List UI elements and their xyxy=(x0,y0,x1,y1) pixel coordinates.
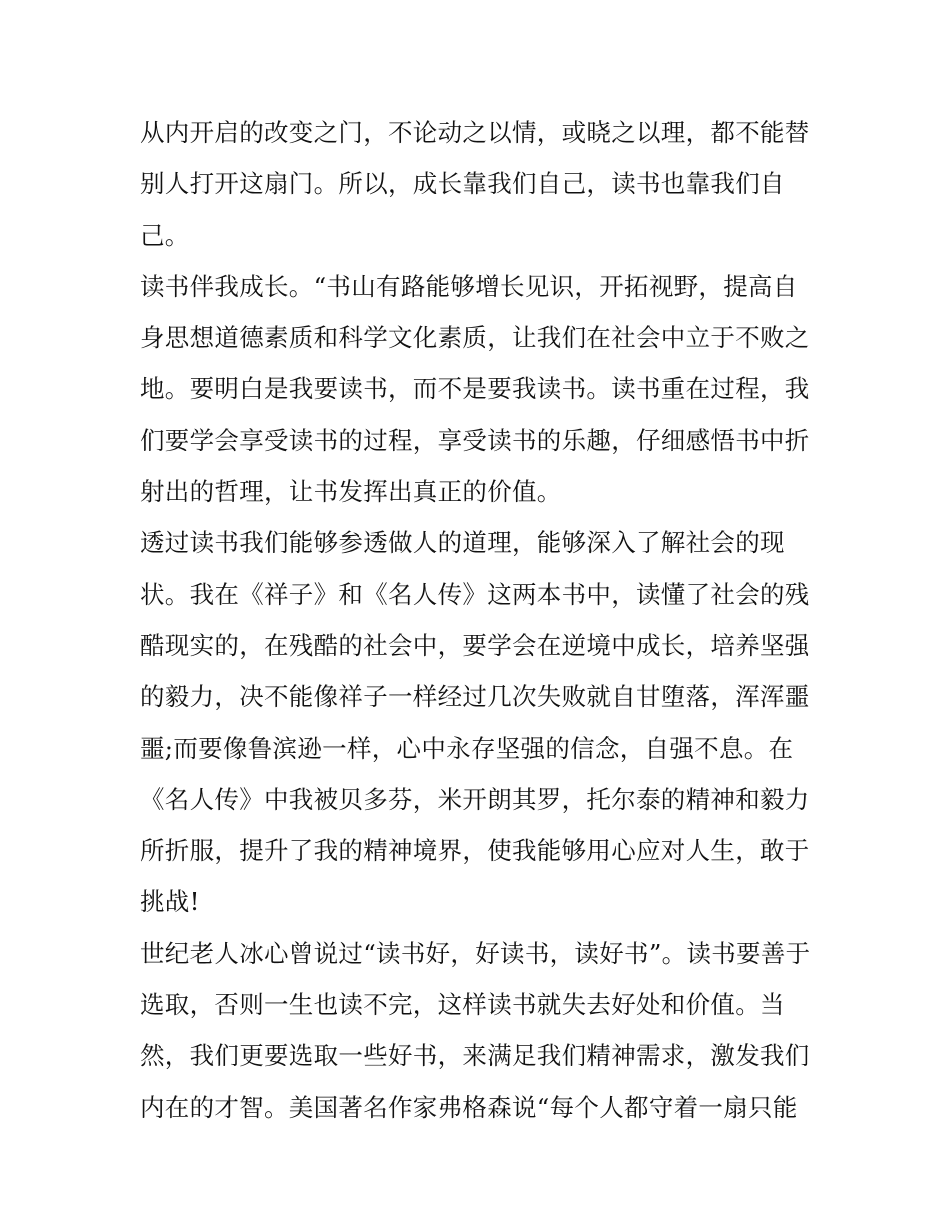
text-line: 身思想道德素质和科学文化素质，让我们在社会中立于不败之 xyxy=(140,323,810,353)
text-line: 然，我们更要选取一些好书，来满足我们精神需求，激发我们 xyxy=(140,1041,810,1071)
text-line: 透过读书我们能够参透做人的道理，能够深入了解社会的现 xyxy=(140,528,785,558)
text-line: 的毅力，决不能像祥子一样经过几次失败就自甘堕落，浑浑噩 xyxy=(140,682,810,712)
text-line: 地。要明白是我要读书，而不是要我读书。读书重在过程，我 xyxy=(140,374,810,404)
text-line: 别人打开这扇门。所以，成长靠我们自己，读书也靠我们自 xyxy=(140,169,785,199)
paragraph xyxy=(140,261,812,517)
text-line: 们要学会享受读书的过程，享受读书的乐趣，仔细感悟书中折 xyxy=(140,425,810,455)
text-line: 《名人传》中我被贝多芬，米开朗其罗，托尔泰的精神和毅力 xyxy=(140,784,810,814)
document-body xyxy=(140,107,812,1133)
text-line: 酷现实的，在残酷的社会中，要学会在逆境中成长，培养坚强 xyxy=(140,630,810,660)
paragraph xyxy=(140,928,812,1133)
text-line: 选取，否则一生也读不完，这样读书就失去好处和价值。当 xyxy=(140,990,785,1020)
text-line: 世纪老人冰心曾说过“读书好，好读书，读好书”。读书要善于 xyxy=(140,938,811,968)
text-line: 噩;而要像鲁滨逊一样，心中永存坚强的信念，自强不息。在 xyxy=(140,733,794,763)
text-line: 挑战! xyxy=(140,887,200,917)
paragraph xyxy=(140,107,812,261)
text-line: 读书伴我成长。“书山有路能够增长见识，开拓视野，提高自 xyxy=(140,271,798,301)
text-line: 状。我在《祥子》和《名人传》这两本书中，读懂了社会的残 xyxy=(140,579,810,609)
text-line: 从内开启的改变之门，不论动之以情，或晓之以理，都不能替 xyxy=(140,118,810,147)
text-line: 内在的才智。美国著名作家弗格森说“每个人都守着一扇只能 xyxy=(140,1092,798,1122)
text-line: 射出的哲理，让书发挥出真正的价值。 xyxy=(140,477,562,507)
text-line: 己。 xyxy=(140,220,190,250)
paragraph xyxy=(140,517,812,927)
text-line: 所折服，提升了我的精神境界，使我能够用心应对人生，敢于 xyxy=(140,836,810,866)
